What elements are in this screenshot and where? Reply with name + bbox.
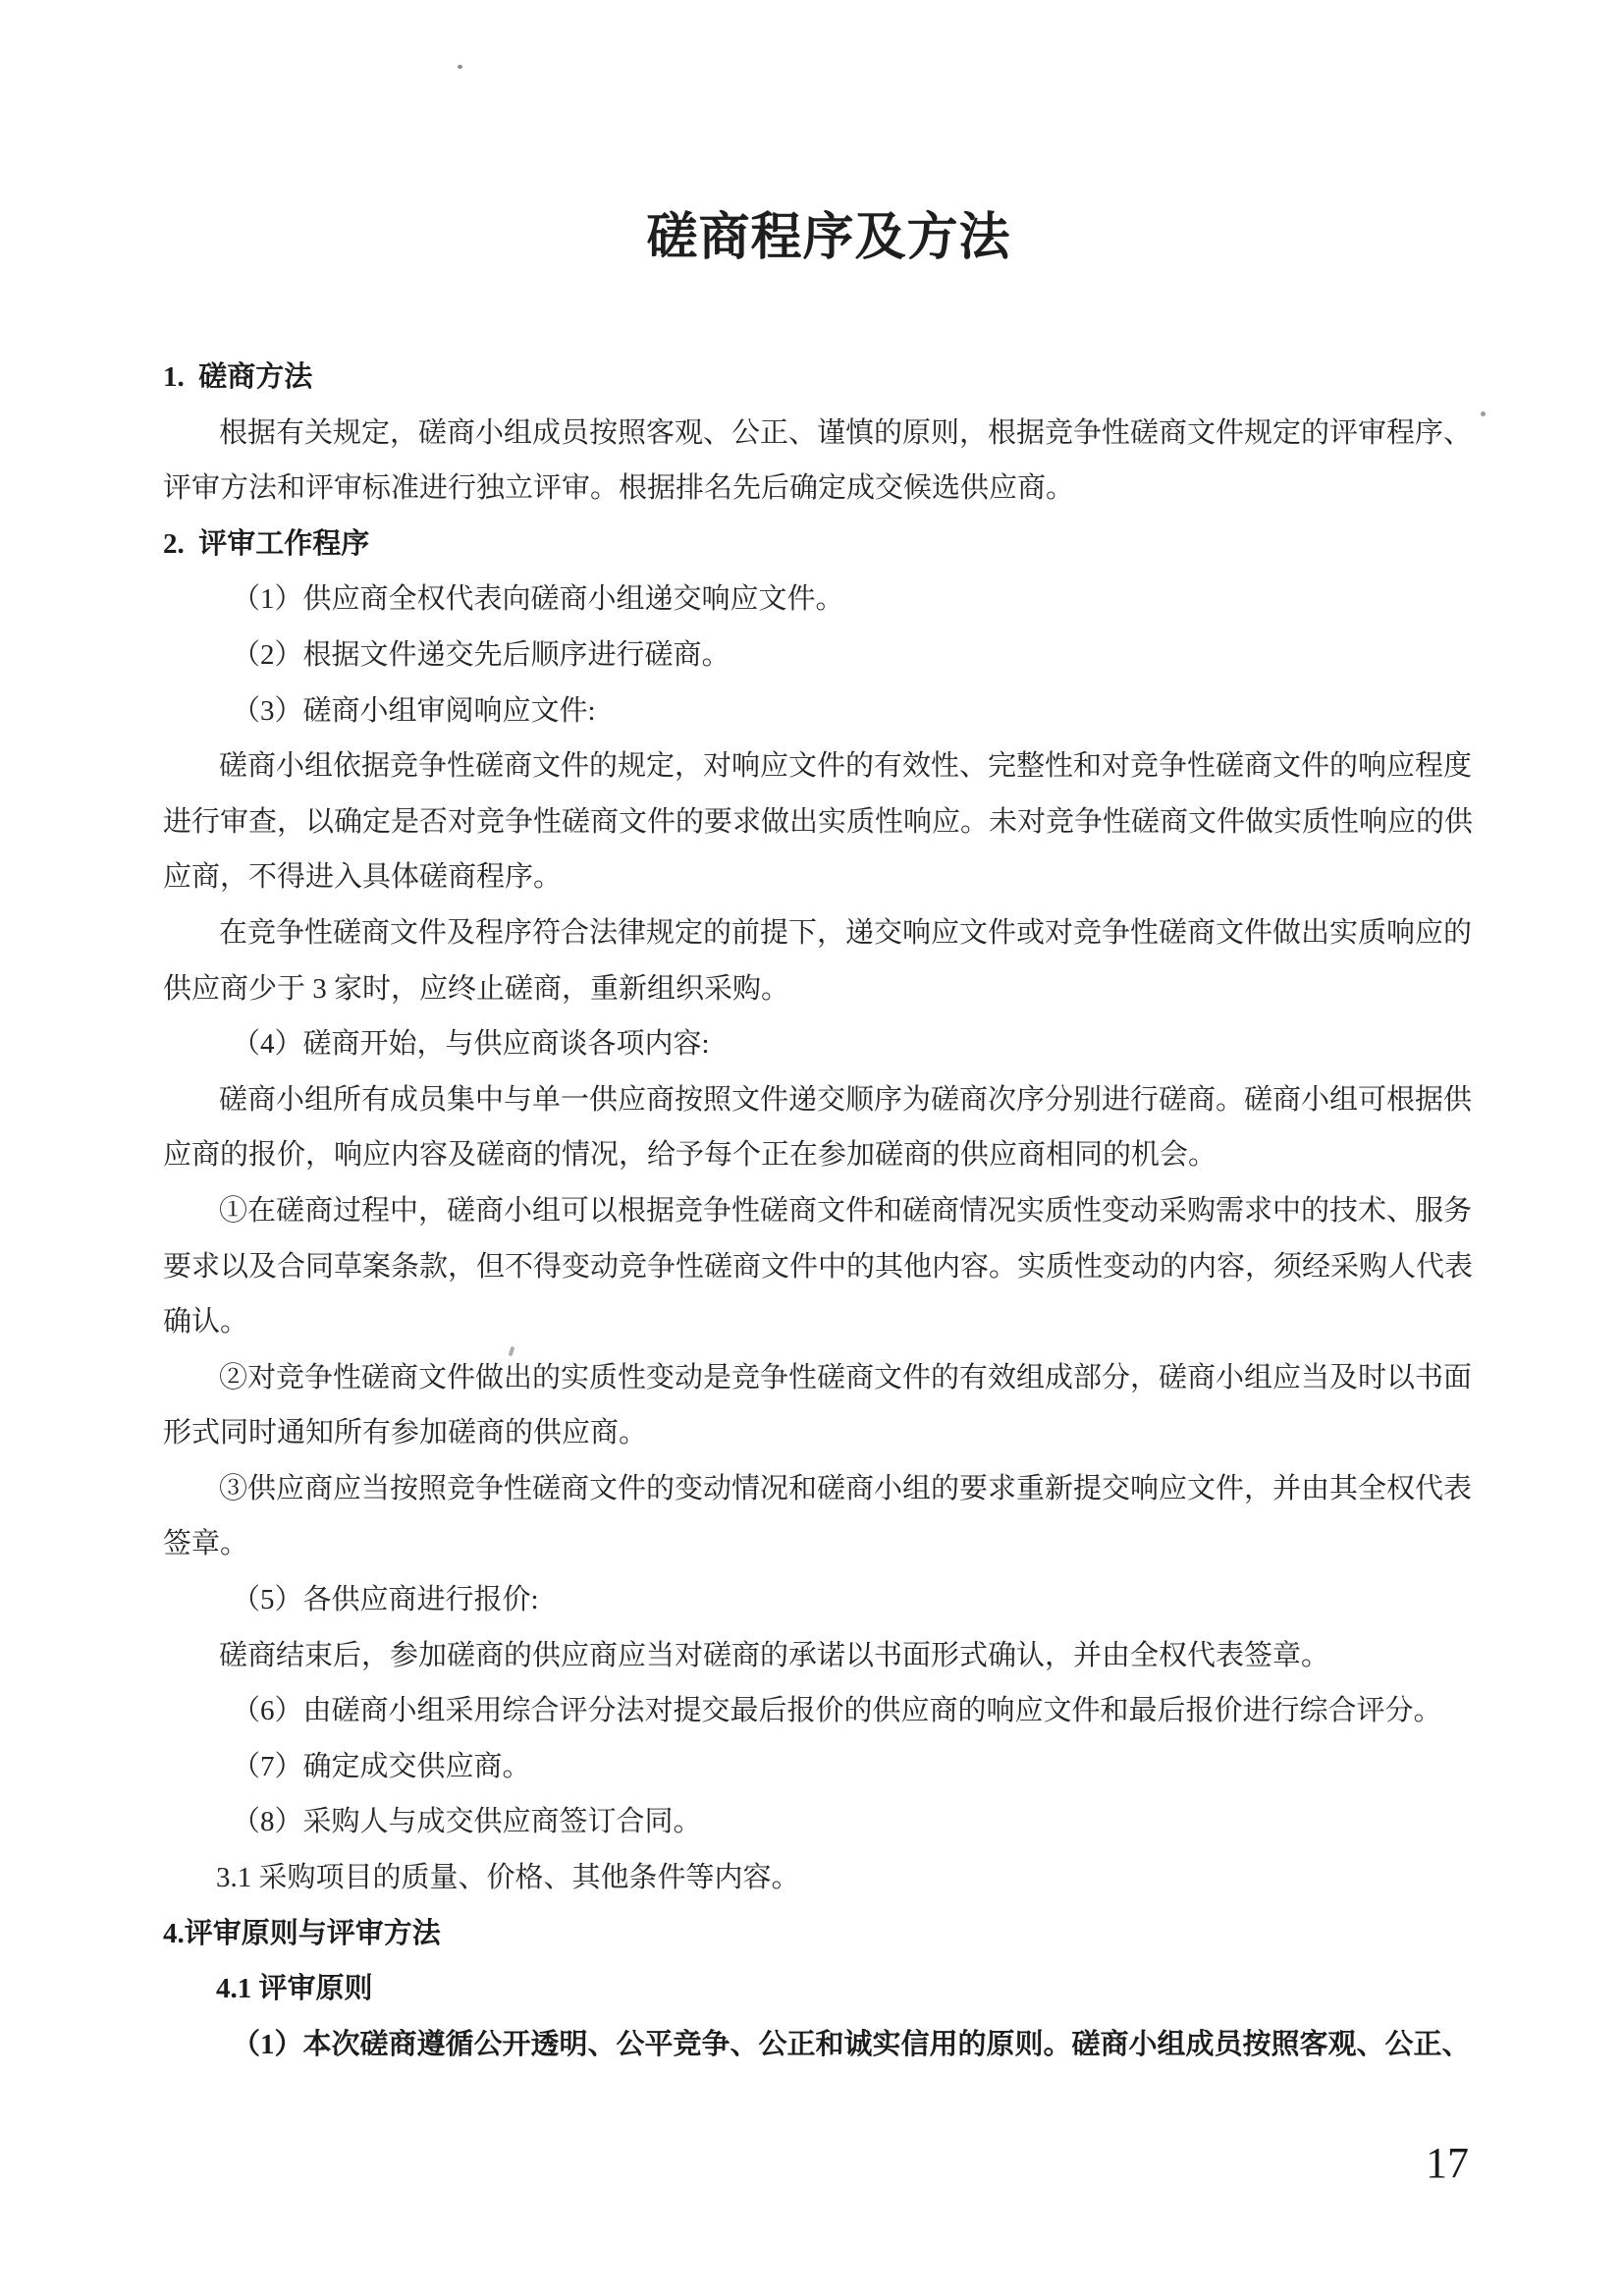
section-heading-1: 1. 磋商方法 [163, 361, 313, 393]
list-item-5: （5）各供应商进行报价: [232, 1584, 539, 1616]
section-heading-4: 4.评审原则与评审方法 [163, 1917, 441, 1949]
page-title: 磋商程序及方法 [646, 210, 1011, 266]
paragraph-line: 评审方法和评审标准进行独立评审。根据排名先后确定成交候选供应商。 [163, 472, 1075, 505]
clause-3-1: 3.1 采购项目的质量、价格、其他条件等内容。 [216, 1862, 800, 1894]
page-number: 17 [1426, 2139, 1469, 2187]
scan-speck [458, 65, 462, 69]
section-heading-2: 2. 评审工作程序 [163, 527, 370, 560]
paragraph-line: 磋商小组所有成员集中与单一供应商按照文件递交顺序为磋商次序分别进行磋商。磋商小组可根据供 [219, 1083, 1473, 1116]
paragraph-line: 要求以及合同草案条款，但不得变动竞争性磋商文件中的其他内容。实质性变动的内容，须经采购人代表 [163, 1250, 1474, 1283]
scan-speck [1481, 411, 1486, 416]
paragraph-line: 磋商结束后，参加磋商的供应商应当对磋商的承诺以书面形式确认，并由全权代表签章。 [219, 1639, 1330, 1671]
paragraph-line: 应商的报价，响应内容及磋商的情况，给予每个正在参加磋商的供应商相同的机会。 [163, 1139, 1217, 1172]
numbered-note-1: ①在磋商过程中，磋商小组可以根据竞争性磋商文件和磋商情况实质性变动采购需求中的技术、服务 [219, 1194, 1473, 1227]
paragraph-line: 形式同时通知所有参加磋商的供应商。 [163, 1417, 648, 1449]
paragraph-line: 磋商小组依据竞争性磋商文件的规定，对响应文件的有效性、完整性和对竞争性磋商文件的响应程度 [219, 750, 1473, 783]
paragraph-line: 根据有关规定，磋商小组成员按照客观、公正、谨慎的原则，根据竞争性磋商文件规定的评审程序、 [219, 416, 1473, 449]
subsection-heading-4-1: 4.1 评审原则 [216, 1973, 373, 2005]
list-item-4: （4）磋商开始，与供应商谈各项内容: [232, 1028, 710, 1061]
paragraph-line: 在竞争性磋商文件及程序符合法律规定的前提下，递交响应文件或对竞争性磋商文件做出实质响应的 [219, 916, 1473, 949]
numbered-note-2: ②对竞争性磋商文件做出的实质性变动是竞争性磋商文件的有效组成部分，磋商小组应当及时以书面 [219, 1361, 1473, 1394]
document-body [163, 350, 1494, 2072]
paragraph-line: 供应商少于 3 家时，应终止磋商，重新组织采购。 [163, 972, 790, 1005]
paragraph-line: 应商，不得进入具体磋商程序。 [163, 861, 563, 894]
paragraph-line: 进行审查，以确定是否对竞争性磋商文件的要求做出实质性响应。未对竞争性磋商文件做实质性响应的供 [163, 805, 1474, 838]
paragraph-line: 签章。 [163, 1528, 249, 1560]
list-item-2: （2）根据文件递交先后顺序进行磋商。 [232, 638, 730, 671]
list-item-3: （3）磋商小组审阅响应文件: [232, 694, 596, 727]
numbered-note-3: ③供应商应当按照竞争性磋商文件的变动情况和磋商小组的要求重新提交响应文件，并由其全权代表 [219, 1472, 1473, 1504]
principle-item-1: （1）本次磋商遵循公开透明、公平竞争、公正和诚实信用的原则。磋商小组成员按照客观、公正、 [232, 2028, 1471, 2060]
list-item-8: （8）采购人与成交供应商签订合同。 [232, 1806, 702, 1838]
paragraph-line: 确认。 [163, 1306, 249, 1339]
list-item-7: （7）确定成交供应商。 [232, 1750, 531, 1782]
list-item-1: （1）供应商全权代表向磋商小组递交响应文件。 [232, 583, 844, 616]
list-item-6: （6）由磋商小组采用综合评分法对提交最后报价的供应商的响应文件和最后报价进行综合评分。 [232, 1695, 1442, 1727]
